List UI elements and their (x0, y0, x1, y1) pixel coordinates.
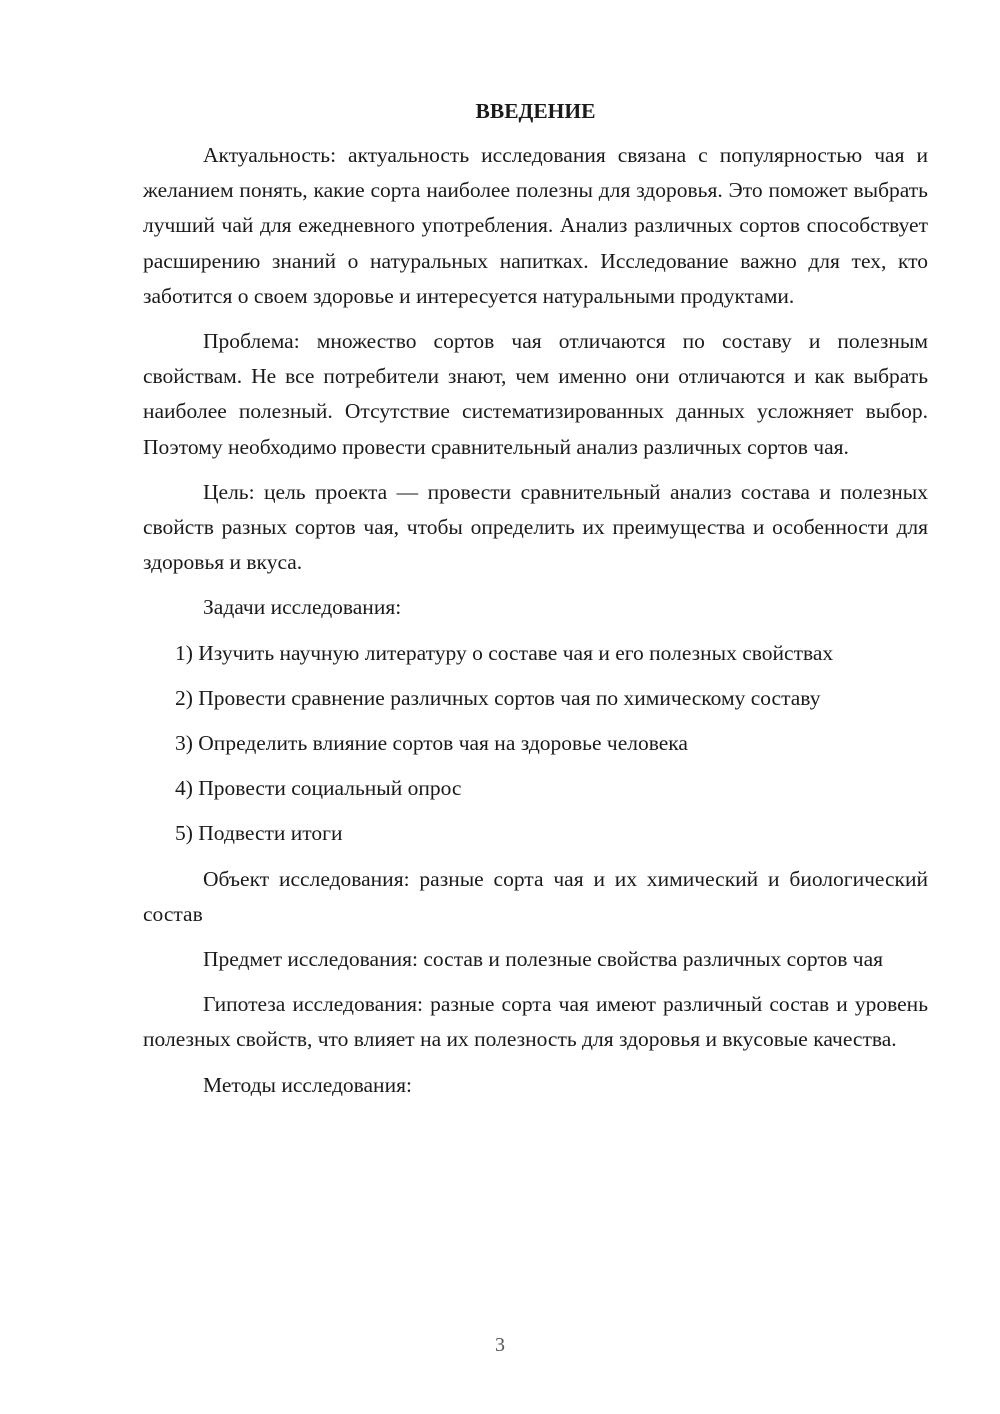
section-title: ВВЕДЕНИЕ (475, 99, 596, 123)
paragraph-hypothesis: Гипотеза исследования: разные сорта чая имеют различный состав и уровень полезных свойств, что влияет на их полезность для здоровья и вкусовые качества. (143, 992, 928, 1052)
task-item-3: 3) Определить влияние сортов чая на здоровье человека (175, 731, 688, 756)
paragraph-object: Объект исследования: разные сорта чая и их химический и биологический состав (143, 866, 928, 926)
paragraph-goal: Цель: цель проекта — провести сравнительный анализ состава и полезных свойств разных сортов чая, чтобы определить их преимущества и особенности для здоровья и вкуса. (143, 479, 928, 575)
task-item-5: 5) Подвести итоги (175, 821, 343, 846)
task-item-2: 2) Провести сравнение различных сортов чая по химическому составу (175, 685, 821, 710)
methods-heading: Методы исследования: (203, 1072, 412, 1097)
document-page (143, 96, 928, 1113)
paragraph-subject: Предмет исследования: состав и полезные свойства различных сортов чая (203, 947, 884, 972)
tasks-heading: Задачи исследования: (203, 595, 402, 620)
task-item-1: 1) Изучить научную литературу о составе чая и его полезных свойствах (175, 640, 834, 665)
page-number: 3 (495, 1334, 505, 1356)
paragraph-problem: Проблема: множество сортов чая отличаются по составу и полезным свойствам. Не все потребители знают, чем именно они отличаются и как выбрать наиболее полезный. Отсутствие систематизированных данных усложняет выбор. Поэтому необходимо провести сравнительный анализ различных сортов чая. (143, 329, 928, 459)
paragraph-relevance: Актуальность: актуальность исследования связана с популярностью чая и желанием понять, какие сорта наиболее полезны для здоровья. Это поможет выбрать лучший чай для ежедневного употребления. Анализ различных сортов способствует расширению знаний о натуральных напитках. Исследование важно для тех, кто заботится о своем здоровье и интересуется натуральными продуктами. (143, 143, 928, 308)
task-item-4: 4) Провести социальный опрос (175, 776, 462, 801)
